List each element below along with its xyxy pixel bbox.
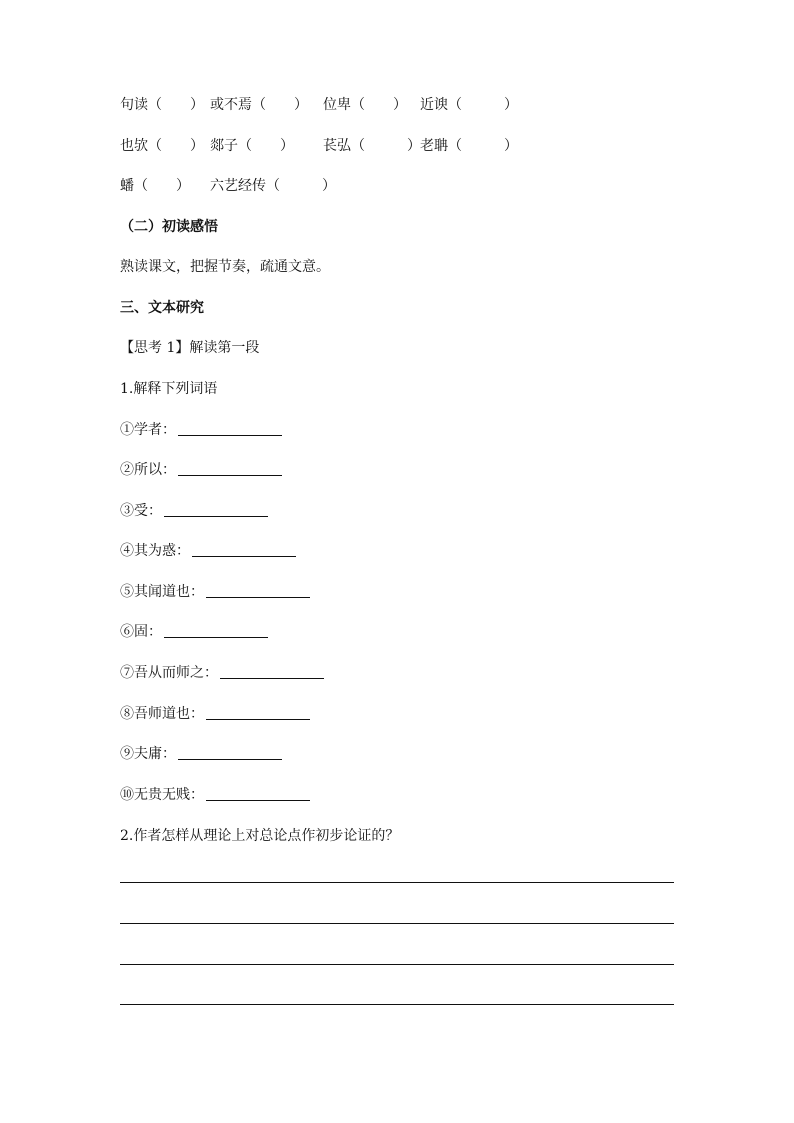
answer-blank[interactable] — [164, 500, 268, 517]
vocab-item — [120, 540, 296, 562]
think-1-heading: 【思考 1】解读第一段 — [120, 340, 260, 356]
answer-blank[interactable] — [206, 703, 310, 720]
vocab-label: ①学者： — [120, 422, 176, 438]
vocab-label: ⑤其闻道也： — [120, 584, 204, 600]
section-heading-first-reading: （二）初读感悟 — [120, 219, 218, 235]
pron-item: 苌弘（ ） — [323, 138, 421, 154]
vocab-label: ⑧吾师道也： — [120, 706, 204, 722]
vocab-item — [120, 703, 310, 725]
vocab-item — [120, 662, 324, 684]
answer-blank[interactable] — [220, 662, 324, 679]
vocab-label: ⑦吾从而师之： — [120, 665, 218, 681]
pron-item: 也欤（ ） — [120, 138, 204, 154]
section-heading-text-study: 三、文本研究 — [120, 300, 204, 316]
pron-item: 位卑（ ） — [323, 97, 407, 113]
vocab-item — [120, 784, 310, 806]
vocab-label: ⑩无贵无贱： — [120, 787, 204, 803]
answer-blank[interactable] — [178, 459, 282, 476]
pronunciation-row-1 — [120, 94, 680, 116]
question-2-prompt: 2.作者怎样从理论上对总论点作初步论证的？ — [120, 828, 400, 844]
vocab-item — [120, 621, 268, 643]
answer-writing-line[interactable] — [120, 964, 674, 965]
pron-item: 或不焉（ ） — [210, 97, 308, 113]
answer-writing-line[interactable] — [120, 1004, 674, 1005]
pronunciation-row-2 — [120, 135, 680, 157]
answer-blank[interactable] — [192, 540, 296, 557]
pron-item: 蟠（ ） — [120, 178, 190, 194]
answer-blank[interactable] — [206, 581, 310, 598]
answer-blank[interactable] — [164, 621, 268, 638]
vocab-label: ④其为惑： — [120, 543, 190, 559]
answer-writing-line[interactable] — [120, 882, 674, 883]
question-1-prompt: 1.解释下列词语 — [120, 381, 218, 397]
pron-item: 句读（ ） — [120, 97, 204, 113]
section-instruction-text: 熟读课文，把握节奏，疏通文意。 — [120, 259, 330, 275]
answer-blank[interactable] — [206, 784, 310, 801]
pronunciation-row-3 — [120, 175, 680, 197]
vocab-item — [120, 581, 310, 603]
vocab-label: ②所以： — [120, 462, 176, 478]
vocab-item — [120, 459, 282, 481]
vocab-item — [120, 419, 282, 441]
vocab-label: ⑥固： — [120, 624, 162, 640]
vocab-label: ⑨夫庸： — [120, 746, 176, 762]
answer-blank[interactable] — [178, 743, 282, 760]
vocab-item — [120, 500, 268, 522]
vocab-item — [120, 743, 282, 765]
answer-writing-line[interactable] — [120, 923, 674, 924]
pron-item: 老聃（ ） — [420, 138, 518, 154]
answer-blank[interactable] — [178, 419, 282, 436]
vocab-label: ③受： — [120, 503, 162, 519]
pron-item: 近谀（ ） — [420, 97, 518, 113]
pron-item: 郯子（ ） — [210, 138, 294, 154]
pron-item: 六艺经传（ ） — [210, 178, 336, 194]
